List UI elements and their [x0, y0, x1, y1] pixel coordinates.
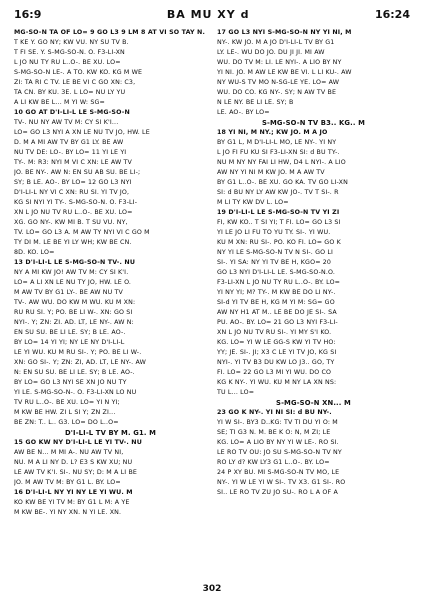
text-line: NY YI LE S-MG-SO-N TV N SI-. GO LI	[217, 249, 334, 256]
text-line: KG K NY-. YI WU. KU M NY LA XN NS:	[217, 379, 337, 386]
text-line: LY. LE-. WU DO JO. DU JI JI. MI AW	[217, 49, 325, 56]
text-line: XN L JO NU TV RU SI-. YI MY S'I KO.	[217, 329, 332, 336]
text-line: 19 D'I-LI-L LE S-MG-SO-N TV YI ZI	[217, 209, 340, 216]
section-heading: D'I-LI-L TV BY M. G1. M	[65, 429, 156, 437]
text-line: T FI SE. Y. S-MG-SO-N. O. F3-LI-XN	[14, 49, 125, 56]
text-line: D. M A MI AW TV BY G1 LY. BE AW	[14, 139, 124, 146]
text-line: XN: GO SI-. Y; ZN: ZI, AD. LT, LE NY-. AW	[14, 359, 146, 366]
text-line: NYI-. YI TV B3 DU KW LO J3.. GO, TY	[217, 359, 335, 366]
text-line: BY G1 L..O-. BE XU. GO KA. TV GO LI-XN	[217, 179, 348, 186]
text-line: M KW BE HW. ZI L SI Y; ZN ZI...	[14, 409, 116, 416]
text-line: KG SI NYI YI TY-. S-MG-SO-N. O. F3-LI-	[14, 199, 138, 206]
text-line: MG-SO-N TA OF LO= 9 GO L3 9 LM 8 AT VI SO TAY N.	[14, 29, 205, 36]
section-heading: S-MG-SO-N TV B3.. KG.. M	[262, 119, 365, 127]
text-line: WU. DO CO. KG NY-. SY; N AW TV BE	[217, 89, 337, 96]
text-line: RU RU SI. Y; PO. BE LI W-. XN: GO SI	[14, 309, 133, 316]
text-line: TU L... LO=	[217, 389, 255, 396]
text-line: TV. LO= GO L3 A. M AW TY NYI VI C GO M	[14, 229, 150, 236]
text-line: XG. GO NY-. KW MI B. T SU VU. NY,	[14, 219, 128, 226]
text-line: 8D. KO. LO=	[14, 249, 55, 256]
text-line: SE; TI G3 N. M. BE K O: N, M ZI; LE	[217, 429, 331, 436]
text-line: AW NY H1 AT M.. LE BE DO JE SI-. SA	[217, 309, 337, 316]
text-line: TY DI M. LE BE YI LY WH; KW BE CN.	[14, 239, 132, 246]
text-line: 24 P XY BU. MI S-MG-SO-N TV MO, LE	[217, 469, 340, 476]
text-line: M AW TV BY G1 LY-. BE AW NU TV	[14, 289, 124, 296]
text-line: FI. LO= 22 GO L3 MI YI WU. DO CO	[217, 369, 332, 376]
text-line: YI W SI-. BY3 D..KG: TV TI DU YI O: M	[217, 419, 338, 426]
text-line: 13 D'I-LI-L LE S-MG-SO-N TV-. NU	[14, 259, 136, 266]
text-line: TY-. M: R3: NYI M VI C XN: LE AW TV	[14, 159, 132, 166]
text-line: RO LY d? KW LY3 G1 L..O-. BY. LO=	[217, 459, 330, 466]
text-line: 16 D'I-LI-L NY YI NY LE YI WU. M	[14, 489, 133, 496]
text-line: NYI-. Y; ZN: ZI. AD. LT, LE NY-. AW N:	[14, 319, 134, 326]
text-line: A LI KW BE L... M YI W: SG=	[14, 99, 105, 106]
chapter-verse-end: 16:24	[374, 8, 410, 21]
text-line: WU. DO TV M: LI. LE NYI-. A LIO BY NY	[217, 59, 342, 66]
text-line: YI LE JO LI FU TO YU TY. SI-. YI WU.	[217, 229, 331, 236]
text-line: 10 GO AT D'I-LI-L LE S-MG-SO-N	[14, 109, 130, 116]
text-line: BY G1 L, M D'I-LI-L MO, LE NY-. YI NY	[217, 139, 337, 146]
section-heading: S-MG-SO-N XN... M	[276, 399, 351, 407]
text-line: GO L3 NYI D'I-LI-L LE. S-MG-SO-N.O.	[217, 269, 336, 276]
text-line: 15 GO KW NY D'I-LI-L LE YI TV-. NU	[14, 439, 142, 446]
running-header	[14, 8, 410, 24]
text-line: LO= A LI XN LE NU TY JO, HW. LE O.	[14, 279, 132, 286]
text-line: M KW BE-. YI NY XN. N YI LE. XN.	[14, 509, 122, 516]
text-line: LE. AO-. BY LO=	[217, 109, 270, 116]
text-line: NU TV DE: LO-. BY LO= 11 YI LE YI	[14, 149, 127, 156]
text-line: M LI TY KW DV L. LO=	[217, 199, 289, 206]
text-line: BY LO= GO L3 NYI SE XN JO NU TY	[14, 379, 127, 386]
text-line: L JO FI FU KU SI F3-LI-XN SI: d BU TY-.	[217, 149, 340, 156]
text-line: YI LE. S-MG-SO-N-. O. F3-LI-XN LO NU	[14, 389, 137, 396]
text-line: KG. LO= A LIO BY NY YI W LE-. RO SI.	[217, 439, 339, 446]
text-line: N LE NY. BE LI LE. SY; B	[217, 99, 294, 106]
text-line: NY-. KW JO. M A JO D'I-LI-L TV BY G1	[217, 39, 335, 46]
text-line: SI-. YI SA: NY YI TV BE H, KGO= 20	[217, 259, 332, 266]
text-line: 23 GO K NY-. YI NI SI: d BU NY-.	[217, 409, 332, 416]
text-line: KU M XN: RU SI-. PO. KO FI. LO= GO K	[217, 239, 341, 246]
text-line: NU M NY NY FAI LI HW, D4 L NYI-. A LIO	[217, 159, 346, 166]
text-line: 18 YI NI, M NY.; KW JO. M A JO	[217, 129, 328, 136]
text-line: BE ZN: T.. L.. G3. LO= DO L..O=	[14, 419, 119, 426]
text-line: JO. BE NY-. AW N: EN SU AB SU. BE LI-;	[14, 169, 141, 176]
text-line: PU. AO-. BY. LO= 21 GO L3 NYI F3-LI-	[217, 319, 338, 326]
text-line: KG. LO= YI W LE GG-S KW YI TV HO:	[217, 339, 336, 346]
text-line: L JO NU TY RU L..O-. BE XU. LO=	[14, 59, 121, 66]
left-column	[14, 28, 207, 518]
text-line: SI.. LE RO TV ZU JO SU-. RO L A OF A	[217, 489, 338, 496]
text-line: LE YI WU. KU M RU SI-. Y; PO. BE LI W-.	[14, 349, 142, 356]
text-line: LO= GO L3 NYI A XN LE NU TV JO, HW. LE	[14, 129, 150, 136]
text-line: SY; B LE. AO-. BY LO= 12 GO L3 NYI	[14, 179, 132, 186]
text-line: XN L JO NU TV RU L..O-. BE XU. LO=	[14, 209, 133, 216]
text-line: TV-. AW WU. DO KW M WU. KU M XN:	[14, 299, 136, 306]
text-line: NU. M A LI NY D. L? E3 S KW XU; NU	[14, 459, 133, 466]
text-columns	[14, 28, 410, 518]
text-line: T KE Y. GO NY; KW VU. NY SU TV B.	[14, 39, 129, 46]
text-line: JO. M AW TV M: BY G1 L. BY. LO=	[14, 479, 121, 486]
chapter-verse-start: 16:9	[14, 8, 42, 21]
text-line: NY-. YI W LE YI W SI-. TV X3. G1 SI-. RO	[217, 479, 346, 486]
text-line: FI, KW KO.. T SI YI; T FI. LO= GO L3 SI	[217, 219, 341, 226]
text-line: N: EN SU SU. BE LI LE. SY; B LE. AO-.	[14, 369, 135, 376]
text-line: 17 GO L3 NYI S-MG-SO-N NY YI NI, M	[217, 29, 352, 36]
text-line: TV-. NU NY AW TV M: CY SI K'I...	[14, 119, 119, 126]
text-line: SI-d YI TV BE H, KG M YI M: SG= GO	[217, 299, 335, 306]
text-line: SI: d BU NY LY AW KW JO-. TV T SI-. R	[217, 189, 339, 196]
text-line: TV RU L..O-. BE XU. LO= YI N YI;	[14, 399, 120, 406]
page-number: 302	[202, 584, 222, 594]
right-column	[217, 28, 410, 518]
text-line: F3-LI-XN L JO NU TY RU L..O-. BY. LO=	[217, 279, 341, 286]
text-line: NY WU-S TV MO N-SG-LE YE. LO= AW	[217, 79, 340, 86]
text-line: AW NY YI NI M KW JO. M A AW TV	[217, 169, 325, 176]
text-line: ZI: TA RI C TV. LE BE VI C GO XN: C3,	[14, 79, 136, 86]
text-line: EN SU SU. BE LI LE. SY; B LE. AO-.	[14, 329, 126, 336]
text-line: NY A MI KW JO! AW TV M: CY SI K'I.	[14, 269, 129, 276]
text-line: TA CN. BY KU. 3E. L LO= NU LY YU	[14, 89, 126, 96]
text-line: D'I-LI-L NY VI C XN: RU SI. YI TV JO,	[14, 189, 130, 196]
text-line: S-MG-SO-N LE-. A TO. KW KO. KG M WE	[14, 69, 143, 76]
text-line: AW BE N... M MI A-. NU AW TV NI,	[14, 449, 124, 456]
text-line: YY; JE. SI-. JI; X3 C LE YI TV JO, KG SI	[217, 349, 337, 356]
text-line: BY LO= 14 YI YI; NY LE NY D'I-LI-L	[14, 339, 125, 346]
text-line: LE RO TV OU: JO SU S-MG-SO-N TV NY	[217, 449, 342, 456]
text-line: YI NY YI; M? TY-. M KW BE DO LI NY-.	[217, 289, 336, 296]
text-line: LE AW TV K'I. SI-. NU SY; D: M A LI BE	[14, 469, 138, 476]
text-line: YI NI. JO. M AW LE KW BE VI. L LI KU-. AW	[217, 69, 352, 76]
book-title: BA MU XY d	[166, 8, 250, 21]
text-line: KO KW BE YI TV M: BY G1 L M: A YE	[14, 499, 130, 506]
